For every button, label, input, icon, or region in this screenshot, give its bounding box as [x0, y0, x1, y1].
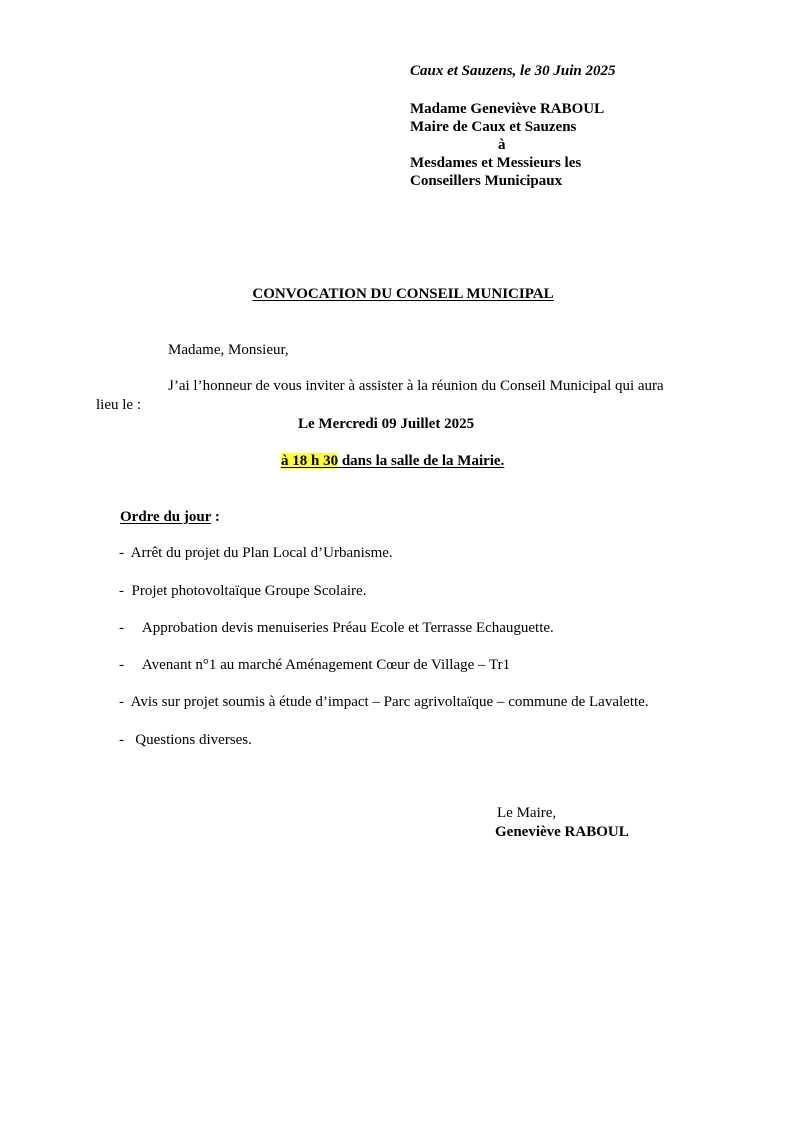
salutation: Madame, Monsieur, — [168, 342, 289, 358]
signature-name: Geneviève RABOUL — [495, 824, 629, 840]
meeting-date: Le Mercredi 09 Juillet 2025 — [298, 416, 475, 432]
invitation-line-1: J’ai l’honneur de vous inviter à assister à la réunion du Conseil Municipal qui aura — [168, 378, 664, 394]
document-title-block — [0, 285, 800, 303]
agenda-item: - Projet photovoltaïque Groupe Scolaire. — [119, 583, 367, 599]
meeting-place: dans la salle de la Mairie. — [338, 453, 505, 469]
sender-name: Madame Geneviève RABOUL — [410, 101, 605, 117]
agenda-item: - Avis sur projet soumis à étude d’impact – Parc agrivoltaïque – commune de Lavalette. — [119, 694, 649, 710]
letter-date-line: Caux et Sauzens, le 30 Juin 2025 — [410, 63, 616, 79]
agenda-item: - Approbation devis menuiseries Préau Ecole et Terrasse Echauguette. — [119, 620, 554, 636]
agenda-item: - Questions diverses. — [119, 732, 252, 748]
meeting-time-place — [281, 452, 504, 470]
addressed-to-word: à — [498, 137, 506, 153]
agenda-heading-block — [120, 508, 220, 526]
agenda-heading: Ordre du jour — [120, 509, 212, 525]
agenda-heading-suffix: : — [211, 509, 220, 525]
agenda-item: - Avenant n°1 au marché Aménagement Cœur de Village – Tr1 — [119, 657, 511, 673]
recipients-line-1: Mesdames et Messieurs les — [410, 155, 582, 171]
document-title: CONVOCATION DU CONSEIL MUNICIPAL — [252, 286, 554, 302]
meeting-time-highlight: à 18 h 30 — [281, 453, 339, 469]
sender-title: Maire de Caux et Sauzens — [410, 119, 577, 135]
agenda-item: - Arrêt du projet du Plan Local d’Urbanisme. — [119, 545, 393, 561]
recipients-line-2: Conseillers Municipaux — [410, 173, 563, 189]
invitation-line-2: lieu le : — [96, 397, 141, 413]
signature-role: Le Maire, — [497, 805, 557, 821]
